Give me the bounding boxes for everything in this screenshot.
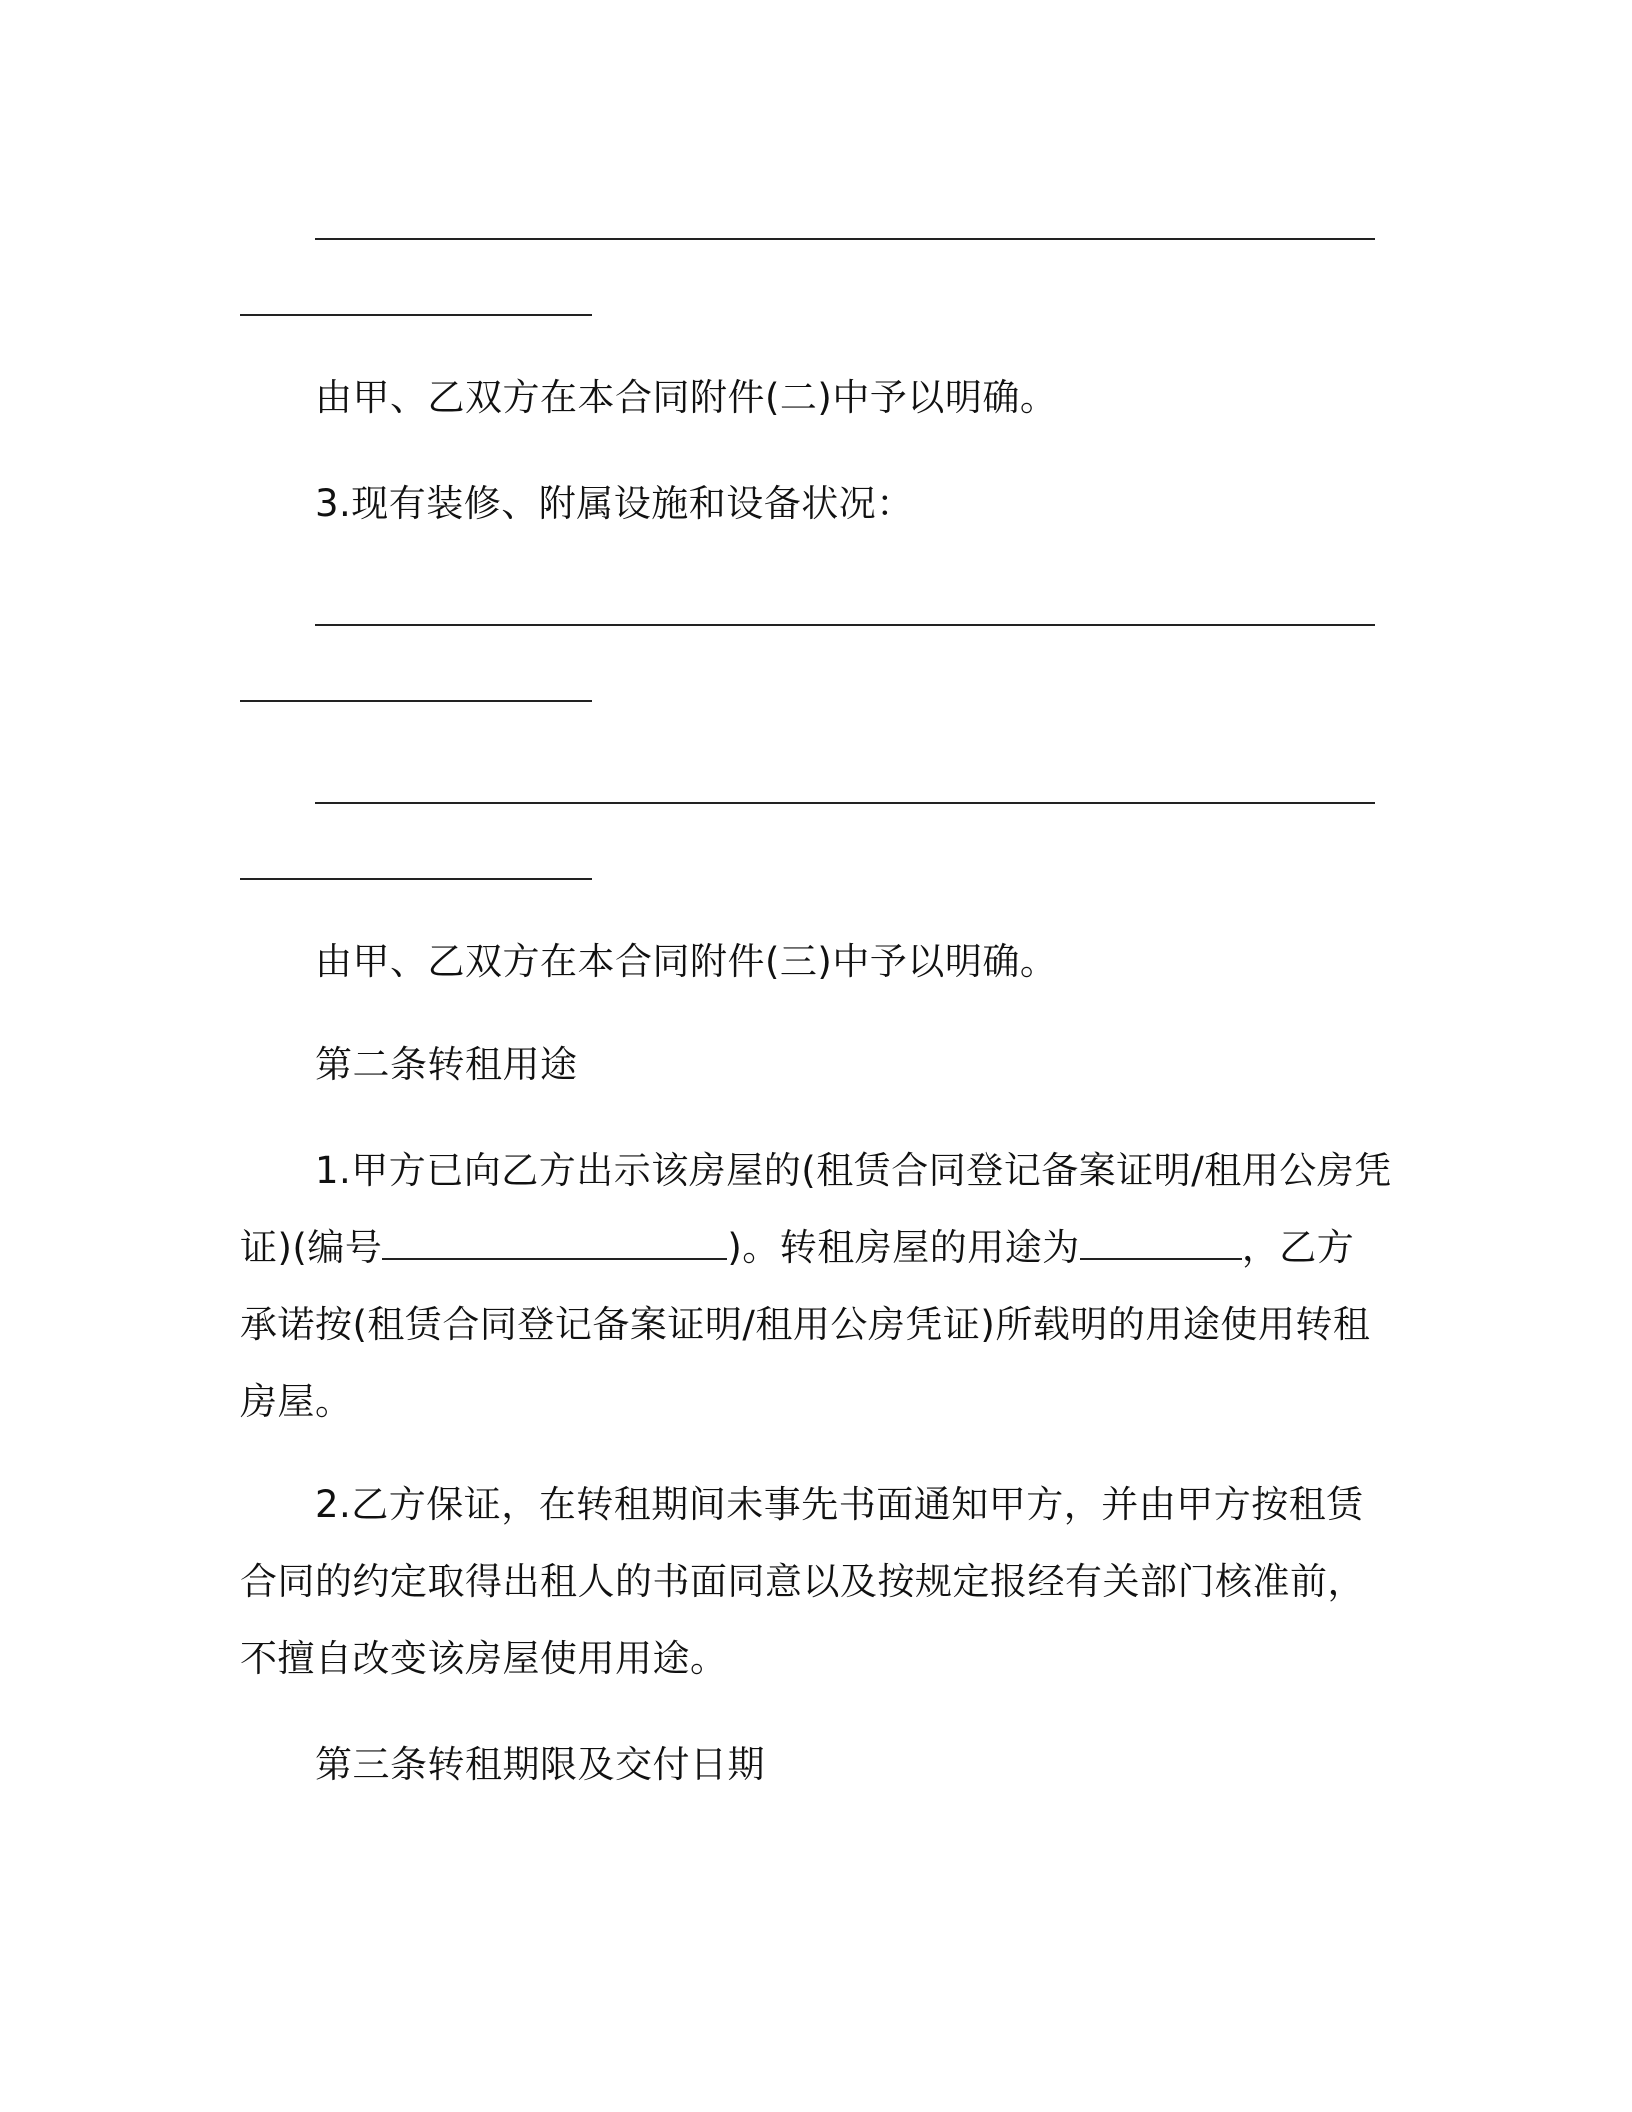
clause-2-line-2: 合同的约定取得出租人的书面同意以及按规定报经有关部门核准前， — [240, 1560, 1365, 1603]
blank-rule-short — [240, 878, 592, 880]
blank-rule-long — [315, 802, 1375, 804]
paragraph-annex-3: 由甲、乙双方在本合同附件(三)中予以明确。 — [315, 940, 1058, 983]
paragraph-decoration-status: 3.现有装修、附属设施和设备状况： — [315, 482, 914, 525]
clause-2-line-3: 不擅自改变该房屋使用用途。 — [240, 1637, 728, 1680]
clause-1-certificate-label: 证)(编号 — [240, 1226, 383, 1269]
usage-blank[interactable] — [1080, 1224, 1242, 1260]
clause-1-line-1: 1.甲方已向乙方出示该房屋的(租赁合同登记备案证明/租用公房凭 — [315, 1149, 1392, 1192]
blank-rule-long — [315, 624, 1375, 626]
clause-1-line-4: 房屋。 — [240, 1380, 353, 1423]
clause-2-line-1: 2.乙方保证，在转租期间未事先书面通知甲方，并由甲方按租赁 — [315, 1483, 1364, 1526]
blank-rule-short — [240, 314, 592, 316]
blank-rule-short — [240, 700, 592, 702]
clause-1-party-b: ，乙方 — [1241, 1226, 1355, 1269]
section-heading-term: 第三条转租期限及交付日期 — [315, 1743, 765, 1786]
clause-1-usage-label: )。转租房屋的用途为 — [727, 1226, 1080, 1269]
section-heading-usage: 第二条转租用途 — [315, 1043, 578, 1086]
paragraph-annex-2: 由甲、乙双方在本合同附件(二)中予以明确。 — [315, 376, 1058, 419]
clause-1-line-2 — [240, 1224, 1400, 1272]
clause-1-line-3: 承诺按(租赁合同登记备案证明/租用公房凭证)所载明的用途使用转租 — [240, 1303, 1371, 1346]
blank-rule-long — [315, 238, 1375, 240]
certificate-number-blank[interactable] — [382, 1224, 727, 1260]
